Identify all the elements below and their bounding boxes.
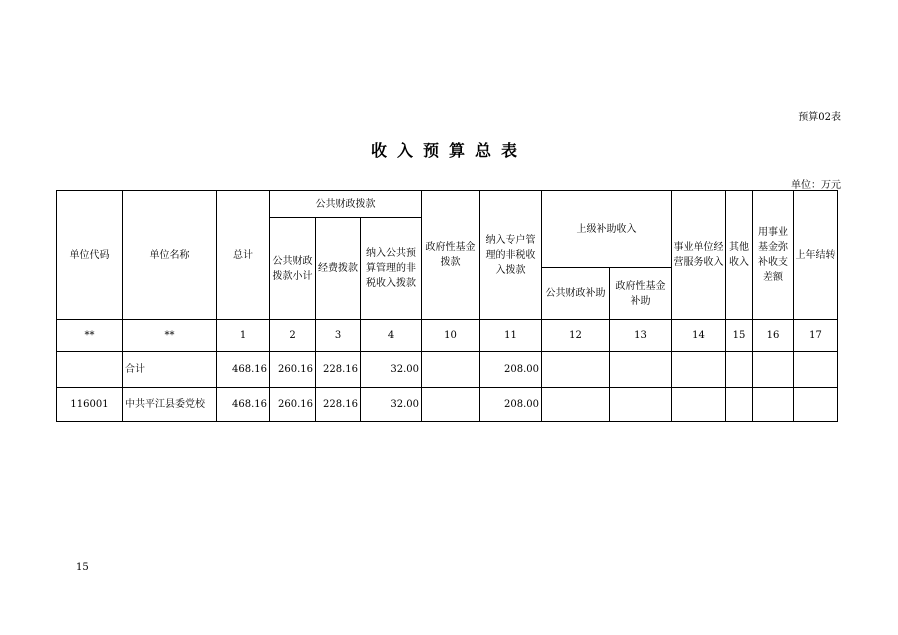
header-fund-balance-offset: 用事业基金弥补收支差额	[753, 191, 794, 320]
index-cell: 15	[726, 320, 753, 352]
index-cell: 1	[217, 320, 270, 352]
header-public-finance-subtotal: 公共财政拨款小计	[270, 218, 316, 320]
unit-name-cell: 合计	[123, 352, 217, 388]
value-cell	[610, 388, 672, 422]
page-title: 收入预算总表	[370, 141, 527, 160]
header-nontax-into-budget: 纳入公共预算管理的非税收入拨款	[361, 218, 422, 320]
form-number: 预算02表	[798, 112, 841, 123]
unit-code-cell	[57, 352, 123, 388]
value-cell: 32.00	[361, 352, 422, 388]
header-gov-fund: 政府性基金拨款	[422, 191, 480, 320]
value-cell	[672, 388, 726, 422]
unit-label: 单位：万元	[791, 180, 841, 191]
value-cell	[542, 388, 610, 422]
value-cell	[726, 352, 753, 388]
table-row	[57, 352, 838, 388]
unit-name-cell: 中共平江县委党校	[123, 388, 217, 422]
header-superior-gov-fund: 政府性基金补助	[610, 268, 672, 320]
index-cell: 3	[316, 320, 361, 352]
index-cell: **	[123, 320, 217, 352]
header-total: 总计	[217, 191, 270, 320]
value-cell: 208.00	[480, 388, 542, 422]
index-cell: 2	[270, 320, 316, 352]
index-cell: 4	[361, 320, 422, 352]
index-cell: 13	[610, 320, 672, 352]
value-cell	[422, 388, 480, 422]
header-superior-subsidy-group: 上级补助收入	[542, 191, 672, 268]
index-cell: 17	[794, 320, 838, 352]
value-cell: 260.16	[270, 352, 316, 388]
value-cell	[672, 352, 726, 388]
value-cell: 208.00	[480, 352, 542, 388]
header-unit-code: 单位代码	[57, 191, 123, 320]
value-cell: 228.16	[316, 352, 361, 388]
page-number: 15	[76, 562, 89, 573]
value-cell	[753, 388, 794, 422]
value-cell	[422, 352, 480, 388]
value-cell: 32.00	[361, 388, 422, 422]
header-business-service: 事业单位经营服务收入	[672, 191, 726, 320]
value-cell: 260.16	[270, 388, 316, 422]
value-cell	[753, 352, 794, 388]
header-nontax-special: 纳入专户管理的非税收入拨款	[480, 191, 542, 320]
header-public-finance-group: 公共财政拨款	[270, 191, 422, 218]
index-cell: **	[57, 320, 123, 352]
header-expense-allocation: 经费拨款	[316, 218, 361, 320]
index-cell: 14	[672, 320, 726, 352]
index-cell: 16	[753, 320, 794, 352]
header-carryover: 上年结转	[794, 191, 838, 320]
value-cell	[610, 352, 672, 388]
value-cell	[794, 388, 838, 422]
index-cell: 10	[422, 320, 480, 352]
header-superior-public-finance: 公共财政补助	[542, 268, 610, 320]
index-cell: 11	[480, 320, 542, 352]
value-cell	[726, 388, 753, 422]
value-cell: 228.16	[316, 388, 361, 422]
value-cell	[794, 352, 838, 388]
value-cell: 468.16	[217, 388, 270, 422]
value-cell: 468.16	[217, 352, 270, 388]
unit-code-cell: 116001	[57, 388, 123, 422]
value-cell	[542, 352, 610, 388]
header-unit-name: 单位名称	[123, 191, 217, 320]
table-row	[57, 388, 838, 422]
header-other-income: 其他收入	[726, 191, 753, 320]
index-row	[57, 320, 838, 352]
index-cell: 12	[542, 320, 610, 352]
income-budget-table	[56, 190, 838, 422]
